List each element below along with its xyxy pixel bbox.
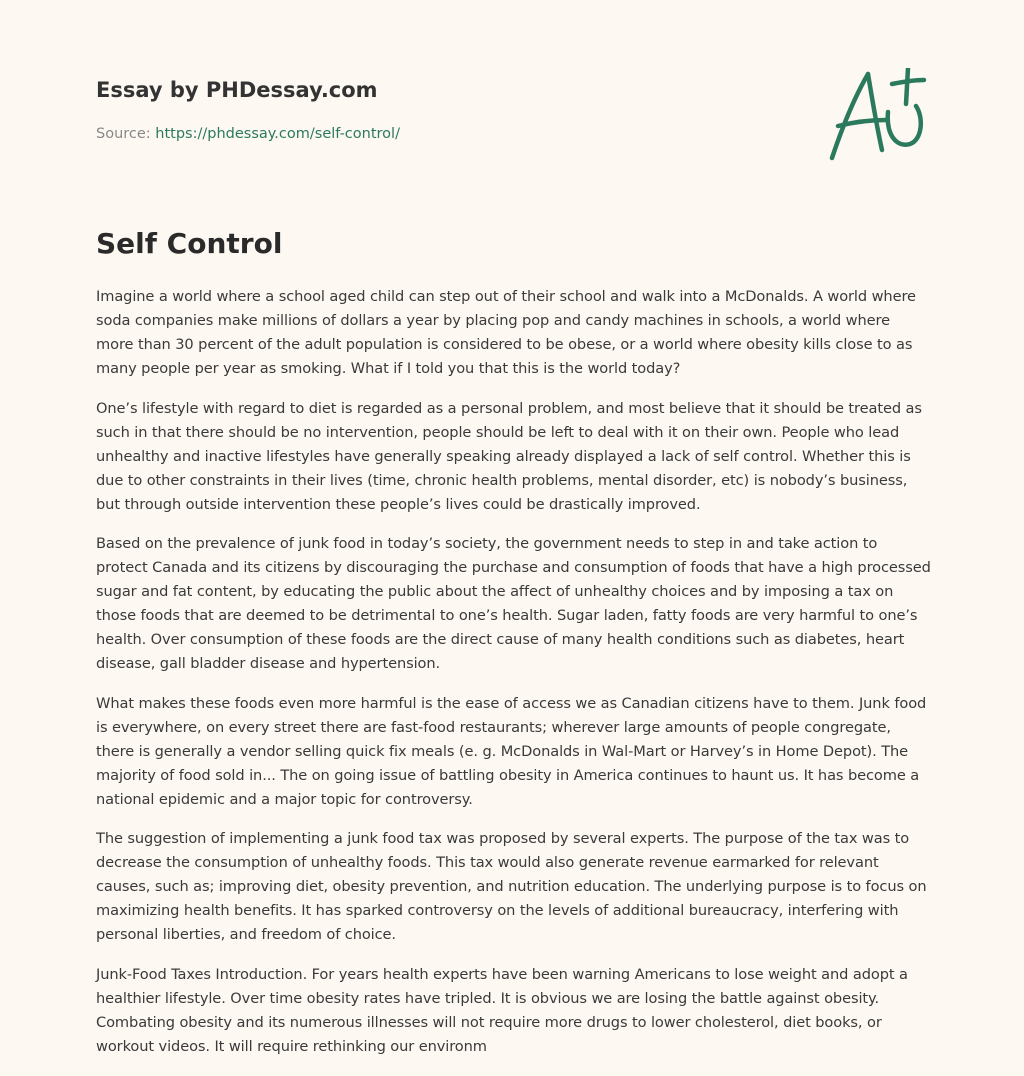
essay-body [96,285,931,1074]
essay-title: Self Control [96,227,283,260]
essay-paragraph: One’s lifestyle with regard to diet is regarded as a personal problem, and most believe that it should be treated as such in that there should be no intervention, people should be left to deal with it on their own. People who lead unhealthy and inactive lifestyles have generally speaking already displayed a lack of self control. Whether this is due to other constraints in their lives (time, chronic health problems, mental disorder, etc) is nobody’s business, but through outside intervention these people’s lives could be drastically improved. [96,399,922,513]
page-header [96,76,928,186]
source-line [96,126,928,142]
brand-title: Essay by PHDessay.com [96,78,378,102]
essay-paragraph: The suggestion of implementing a junk food tax was proposed by several experts. The purpose of the tax was to decrease the consumption of unhealthy foods. This tax would also generate revenue earmarked for relevant causes, such as; improving diet, obesity prevention, and nutrition education. The underlying purpose is to focus on maximizing health benefits. It has sparked controversy on the levels of additional bureaucracy, interfering with personal liberties, and freedom of choice. [96,830,927,943]
essay-paragraph: Based on the prevalence of junk food in today’s society, the government needs to step in and take action to protect Canada and its citizens by discouraging the purchase and consumption of foods that have a high processed sugar and fat content, by educating the public about the affect of unhealthy choices and by imposing a tax on those foods that are deemed to be detrimental to one’s health. Sugar laden, fatty foods are very harmful to one’s health. Over consumption of these foods are the direct cause of many health conditions such as diabetes, heart disease, gall bladder disease and hypertension. [96,535,931,672]
source-link[interactable]: https://phdessay.com/self-control/ [155,126,400,142]
source-label: Source: [96,126,151,142]
a-plus-logo-icon [824,68,928,164]
essay-paragraph: Junk-Food Taxes Introduction. For years health experts have been warning Americans to lose weight and adopt a healthier lifestyle. Over time obesity rates have tripled. It is obvious we are losing the battle against obesity. Combating obesity and its numerous illnesses will not require more drugs to lower cholesterol, diet books, or workout videos. It will require rethinking our environm [96,965,908,1055]
essay-paragraph: What makes these foods even more harmful is the ease of access we as Canadian citizens have to them. Junk food is everywhere, on every street there are fast-food restaurants; wherever large amounts of people congregate, there is generally a vendor selling quick fix meals (e. g. McDonalds in Wal-Mart or Harvey’s in Home Depot). The majority of food sold in... The on going issue of battling obesity in America continues to haunt us. It has become a national epidemic and a major topic for controversy. [96,694,927,808]
essay-paragraph: Imagine a world where a school aged child can step out of their school and walk into a McDonalds. A world where soda companies make millions of dollars a year by placing pop and candy machines in schools, a world where more than 30 percent of the adult population is considered to be obese, or a world where obesity kills close to as many people per year as smoking. What if I told you that this is the world today? [96,288,916,377]
